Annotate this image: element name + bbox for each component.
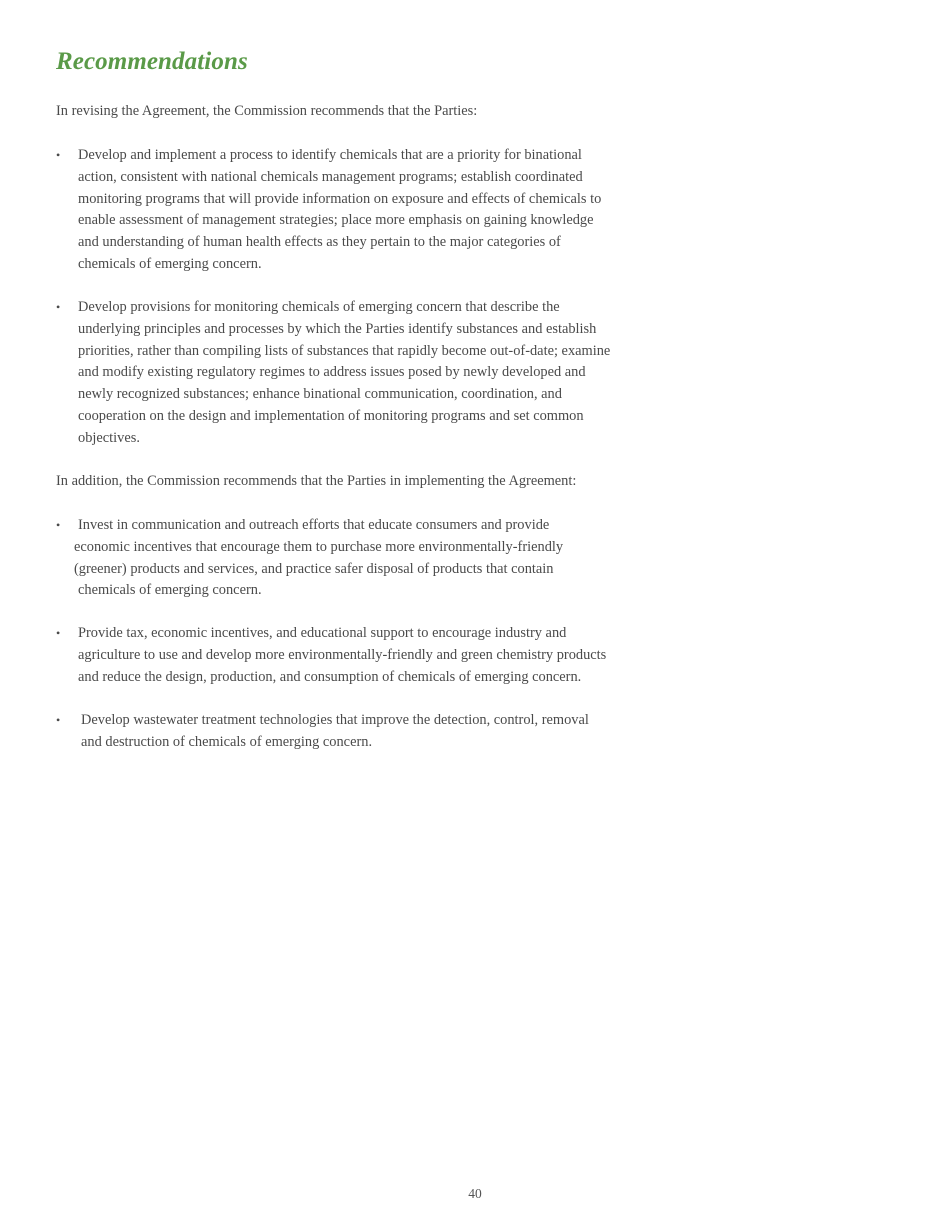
list-item-line: chemicals of emerging concern. [78,255,262,272]
list-item-line: Develop provisions for monitoring chemicals of emerging concern that describe the [78,299,560,315]
bullet-icon: • [56,148,61,162]
list-item-line: objectives. [78,429,140,446]
bullet-icon: • [56,713,61,727]
page-number: 40 [468,1186,482,1201]
list-item-text [81,710,589,754]
list-item-line: monitoring programs that will provide information on exposure and effects of chemicals to [78,190,602,207]
list-item-line: and reduce the design, production, and consumption of chemicals of emerging concern. [78,668,582,685]
list-item-line: Provide tax, economic incentives, and educational support to encourage industry and [78,625,567,641]
list-item-text [78,623,606,688]
list-item-line: and understanding of human health effects as they pertain to the major categories of [78,234,561,251]
list-item-line: Develop wastewater treatment technologies that improve the detection, control, removal [81,712,589,728]
list-item-line: and modify existing regulatory regimes to address issues posed by newly developed and [78,364,586,381]
intro-implementing: In addition, the Commission recommends that the Parties in implementing the Agreement: [56,473,577,489]
list-item-line: economic incentives that encourage them to purchase more environmentally-friendly [74,538,564,555]
bullet-icon: • [56,518,61,532]
list-item-line: underlying principles and processes by which the Parties identify substances and establish [78,320,597,337]
list-item-line: action, consistent with national chemicals management programs; establish coordinated [78,168,583,185]
list-item-line: (greener) products and services, and practice safer disposal of products that contain [74,560,554,577]
list-item-line: Invest in communication and outreach efforts that educate consumers and provide [78,517,550,533]
list-item-line: and destruction of chemicals of emerging concern. [81,733,373,750]
bullet-icon: • [56,626,61,640]
list-item-line: chemicals of emerging concern. [78,582,262,599]
bullet-icon: • [56,300,61,314]
list-item-text [74,515,564,602]
list-item-text [78,145,601,276]
intro-revising: In revising the Agreement, the Commission recommends that the Parties: [56,103,478,119]
list-item-line: cooperation on the design and implementation of monitoring programs and set common [78,407,584,424]
page-heading: Recommendations [56,48,248,75]
list-item-line: enable assessment of management strategies; place more emphasis on gaining knowledge [78,212,594,229]
list-item-line: newly recognized substances; enhance binational communication, coordination, and [78,386,562,403]
list-item-line: Develop and implement a process to identify chemicals that are a priority for binational [78,147,582,163]
list-item-line: priorities, rather than compiling lists of substances that rapidly become out-of-date; examine [78,342,611,359]
list-item-text [78,297,610,450]
list-item-line: agriculture to use and develop more environmentally-friendly and green chemistry products [78,646,607,663]
